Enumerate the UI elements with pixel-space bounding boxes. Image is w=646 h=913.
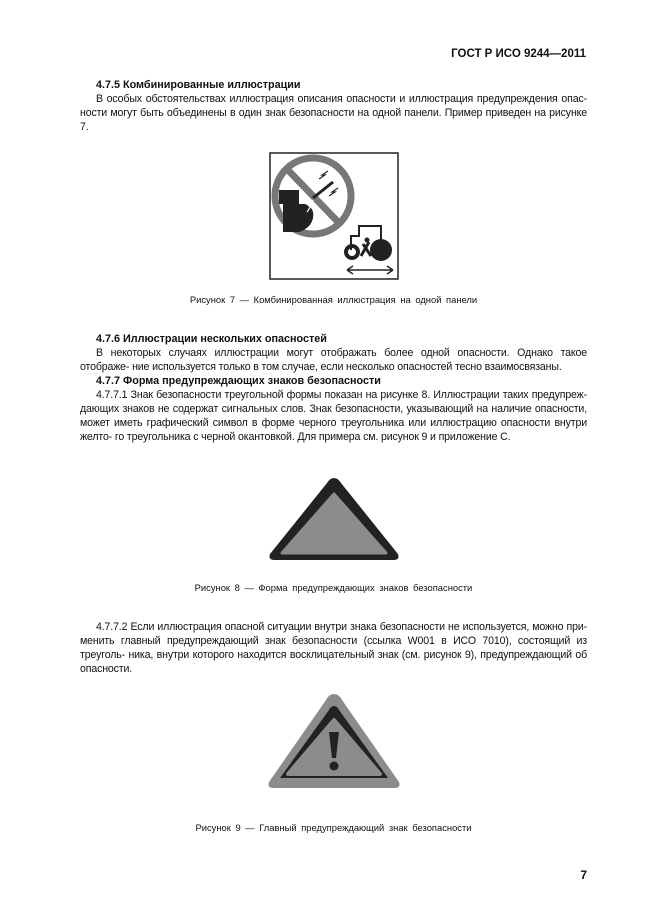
figure-9-caption: Рисунок 9 — Главный предупреждающий знак безопасности [195, 822, 472, 833]
paragraph-line: ника, внутри которого находится восклицательный знак (см. рисунок 9), предупреждающий об опасности. [80, 649, 588, 675]
paragraph-line: 4.7.7.1 Знак безопасности треугольной формы показан на рисунке 8. Иллюстрации таких предупреж- [96, 389, 587, 401]
page-number: 7 [580, 868, 587, 882]
paragraph-line: может иметь графический символ в форме черного треугольника или иллюстрацию опасности внутри желто- [80, 417, 587, 443]
paragraph-line: 4.7.7.2 Если иллюстрация опасной ситуации внутри знака безопасности не используется, можно при- [96, 621, 587, 633]
document-header: ГОСТ Р ИСО 9244—2011 [451, 48, 586, 60]
paragraph-4-7-7-1 [80, 388, 587, 444]
paragraph-line: дающих знаков не содержат сигнальных слов. Знак безопасности, указывающий на наличие опасности, [80, 403, 587, 415]
figure-9-exclamation-warning-sign [264, 692, 404, 792]
paragraph-line: В особых обстоятельствах иллюстрация описания опасности и иллюстрация предупреждения опас- [96, 93, 587, 105]
figure-7-caption: Рисунок 7 — Комбинированная иллюстрация на одной панели [189, 294, 478, 305]
figure-7-combined-sign [269, 152, 399, 280]
paragraph-line: го треугольника с черной окантовкой. Для примера см. рисунок 9 и приложение С. [114, 431, 511, 443]
section-heading-4-7-6: 4.7.6 Иллюстрации нескольких опасностей [96, 333, 327, 345]
paragraph-4-7-5 [80, 92, 587, 134]
paragraph-line: менить главный предупреждающий знак безопасности (ссылка W001 в ИСО 7010), состоящий из треуголь- [80, 635, 587, 661]
section-heading-4-7-5: 4.7.5 Комбинированные иллюстрации [96, 79, 301, 91]
figure-8-warning-triangle [264, 474, 404, 564]
section-heading-4-7-7: 4.7.7 Форма предупреждающих знаков безопасности [96, 375, 381, 387]
paragraph-4-7-6 [80, 346, 587, 374]
paragraph-line: ние используется только в том случае, если несколько опасностей тесно взаимосвязаны. [132, 361, 562, 373]
paragraph-4-7-7-2 [80, 620, 587, 676]
paragraph-line: ности могут быть объединены в один знак безопасности на одной панели. Пример приведен на рисунке 7. [80, 107, 587, 133]
paragraph-line: В некоторых случаях иллюстрации могут отображать более одной опасности. Однако такое отображе- [80, 347, 587, 373]
figure-8-caption: Рисунок 8 — Форма предупреждающих знаков безопасности [194, 582, 473, 593]
document-body [80, 78, 587, 882]
